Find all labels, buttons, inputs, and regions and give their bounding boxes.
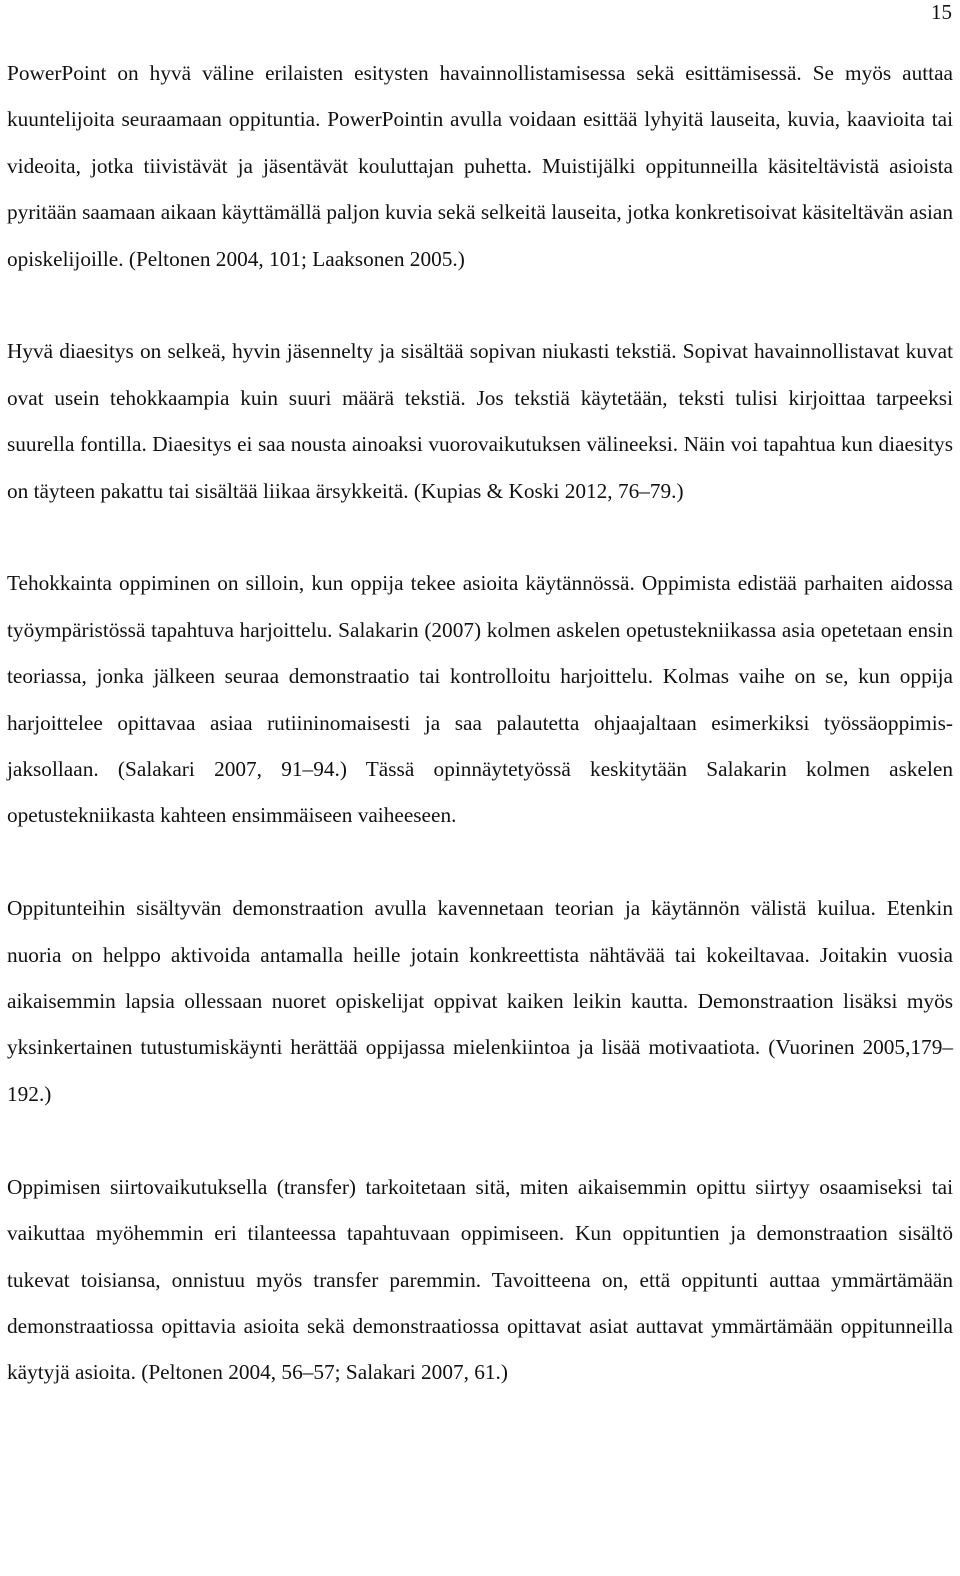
paragraph-powerpoint: PowerPoint on hyvä väline erilaisten esitysten havainnollistamisessa sekä esittämisessä. Se myös auttaa kuuntelijoita seuraamaan oppituntia. PowerPointin avulla voidaan esittää lyhyitä lauseita, kuvia, kaavioita tai videoita, jotka tiivistävät ja jäsentävät kouluttajan puhetta. Muistijälki oppitunneilla käsiteltävistä asioista pyritään saamaan aikaan käyttämällä paljon kuvia sekä selkeitä lauseita, jotka konkretisoivat käsiteltävän asian opiskelijoille. (Peltonen 2004, 101; Laaksonen 2005.) xyxy=(7,61,953,271)
paragraph-tehokkainta-oppiminen: Tehokkainta oppiminen on silloin, kun oppija tekee asioita käytännössä. Oppimista edistää parhaiten aidossa työympäristössä tapahtuva harjoittelu. Salakarin (2007) kolmen askelen opetustekniikassa asia opetetaan ensin teoriassa, jonka jälkeen seuraa demonstraatio tai kontrolloitu harjoittelu. Kolmas vaihe on se, kun oppija harjoittelee opittavaa asiaa rutiininomaisesti ja saa palautetta ohjaajaltaan esimerkiksi työssäoppimisjaksollaan. (Salakari 2007, 91–94.) Tässä opinnäytetyössä keskitytään Salakarin kolmen askelen opetustekniikasta kahteen ensimmäiseen vaiheeseen. xyxy=(7,571,953,828)
paragraph-siirtovaikutus: Oppimisen siirtovaikutuksella (transfer) tarkoitetaan sitä, miten aikaisemmin opittu siirtyy osaamiseksi tai vaikuttaa myöhemmin eri tilanteessa tapahtuvaan oppimiseen. Kun oppituntien ja demonstraation sisältö tukevat toisiansa, onnistuu myös transfer paremmin. Tavoitteena on, että oppitunti auttaa ymmärtämään demonstraatiossa opittavia asioita sekä demonstraatiossa opittavat asiat auttavat ymmärtämään oppitunneilla käytyjä asioita. (Peltonen 2004, 56–57; Salakari 2007, 61.) xyxy=(7,1174,953,1385)
paragraph-diaesitys: Hyvä diaesitys on selkeä, hyvin jäsennelty ja sisältää sopivan niukasti tekstiä. Sopivat havainnollistavat kuvat ovat usein tehokkaampia kuin suuri määrä tekstiä. Jos tekstiä käytetään, teksti tulisi kirjoittaa tarpeeksi suurella fontilla. Diaesitys ei saa nousta ainoaksi vuorovaikutuksen välineeksi. Näin voi tapahtua kun diaesitys on täyteen pakattu tai sisältää liikaa ärsykkeitä. (Kupias & Koski 2012, 76–79.) xyxy=(7,339,953,503)
body-text xyxy=(7,50,953,1396)
page-number: 15 xyxy=(931,0,952,24)
paragraph-demonstraatio: Oppitunteihin sisältyvän demonstraation avulla kavennetaan teorian ja käytännön välistä kuilua. Etenkin nuoria on helppo aktivoida antamalla heille jotain konkreettista nähtävää tai kokeiltavaa. Joitakin vuosia aikaisemmin lapsia ollessaan nuoret opiskelijat oppivat kaiken leikin kautta. Demonstraation lisäksi myös yksinkertainen tutustumiskäynti herättää oppijassa mielenkiintoa ja lisää motivaatiota. (Vuorinen 2005,179–192.) xyxy=(7,896,953,1106)
